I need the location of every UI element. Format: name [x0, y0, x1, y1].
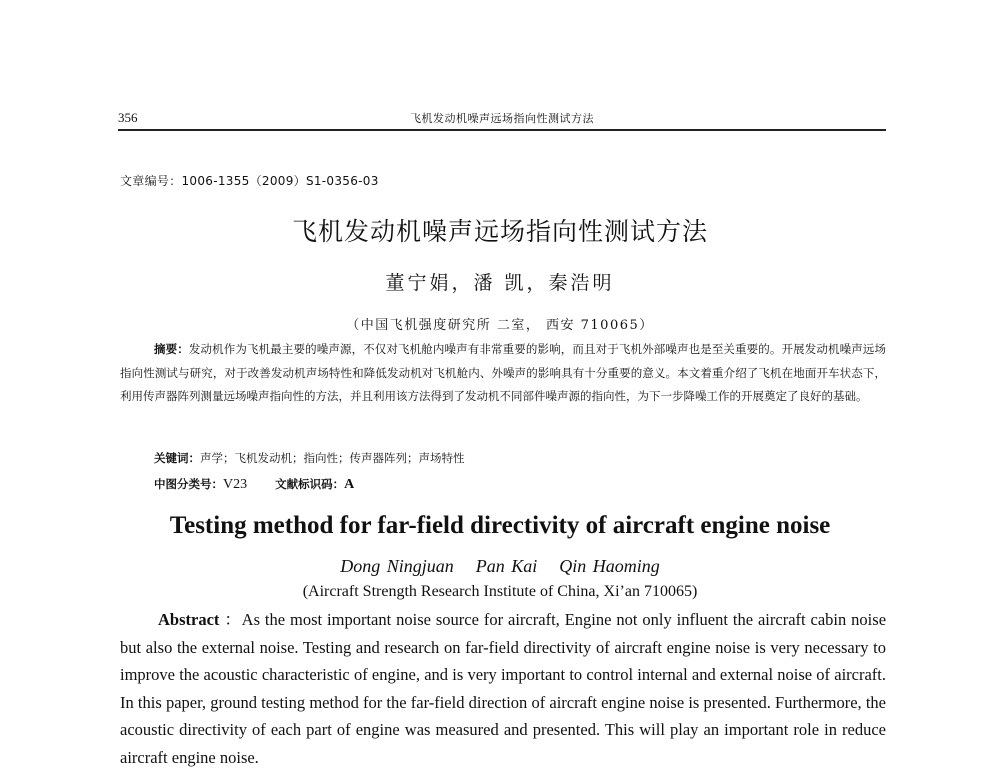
- chinese-keywords: [154, 450, 465, 466]
- document-code-value: A: [344, 477, 355, 492]
- english-title: Testing method for far-field directivity of aircraft engine noise: [169, 512, 831, 539]
- english-abstract: [120, 606, 886, 771]
- english-abstract-text: As the most important noise source for aircraft, Engine not only influent the aircraft cabin noise but also the external noise. Testing and research on far-field directivity of aircraft engine noise is very necessary to improve the acoustic characteristic of engine, and is very important to control internal and external noise of aircraft. In this paper, ground testing method for the far-field direction of aircraft engine noise is presented. Furthermore, the acoustic directivity of each part of engine was measured and presented. This will play an important role in reduce aircraft engine noise.: [120, 610, 887, 767]
- chinese-keywords-label: 关键词：: [154, 451, 200, 465]
- chinese-abstract: [120, 338, 886, 409]
- article-number: 文章编号：1006-1355（2009）S1-0356-03: [120, 174, 379, 188]
- chinese-authors: 董宁娟，潘 凯，秦浩明: [385, 272, 615, 294]
- chinese-keywords-text: 声学；飞机发动机；指向性；传声器阵列；声场特性: [200, 451, 465, 465]
- english-authors: [0, 556, 1000, 577]
- document-code-label: 文献标识码：: [275, 477, 345, 491]
- running-header: [118, 108, 886, 130]
- classification-line: [154, 476, 354, 493]
- page-number: 356: [118, 110, 138, 125]
- english-abstract-separator: ：: [224, 610, 242, 629]
- author-name: Qin Haoming: [559, 556, 660, 576]
- class-number-value: V23: [223, 477, 248, 492]
- running-title: 飞机发动机噪声远场指向性测试方法: [410, 112, 594, 125]
- author-name: Dong Ningjuan: [340, 556, 454, 576]
- class-number-label: 中图分类号：: [154, 477, 223, 491]
- english-affiliation: (Aircraft Strength Research Institute of China, Xi’an 710065): [302, 583, 698, 600]
- header-rule: [118, 129, 886, 131]
- chinese-affiliation: （中国飞机强度研究所 二室， 西安 710065）: [346, 318, 654, 333]
- author-name: Pan Kai: [475, 556, 538, 576]
- chinese-abstract-label: 摘要：: [154, 342, 189, 356]
- english-abstract-label: Abstract: [158, 610, 220, 629]
- chinese-abstract-text: 发动机作为飞机最主要的噪声源，不仅对飞机舱内噪声有非常重要的影响，而且对于飞机外部噪声也是至关重要的。开展发动机噪声远场指向性测试与研究，对于改善发动机声场特性和降低发动机对飞机舱内、外噪声的影响具有十分重要的意义。本文着重介绍了飞机在地面开车状态下，利用传声器阵列测量远场噪声指向性的方法，并且利用该方法得到了发动机不同部件噪声源的指向性，为下一步降噪工作的开展奠定了良好的基础。: [120, 342, 887, 403]
- chinese-title: 飞机发动机噪声远场指向性测试方法: [291, 217, 708, 246]
